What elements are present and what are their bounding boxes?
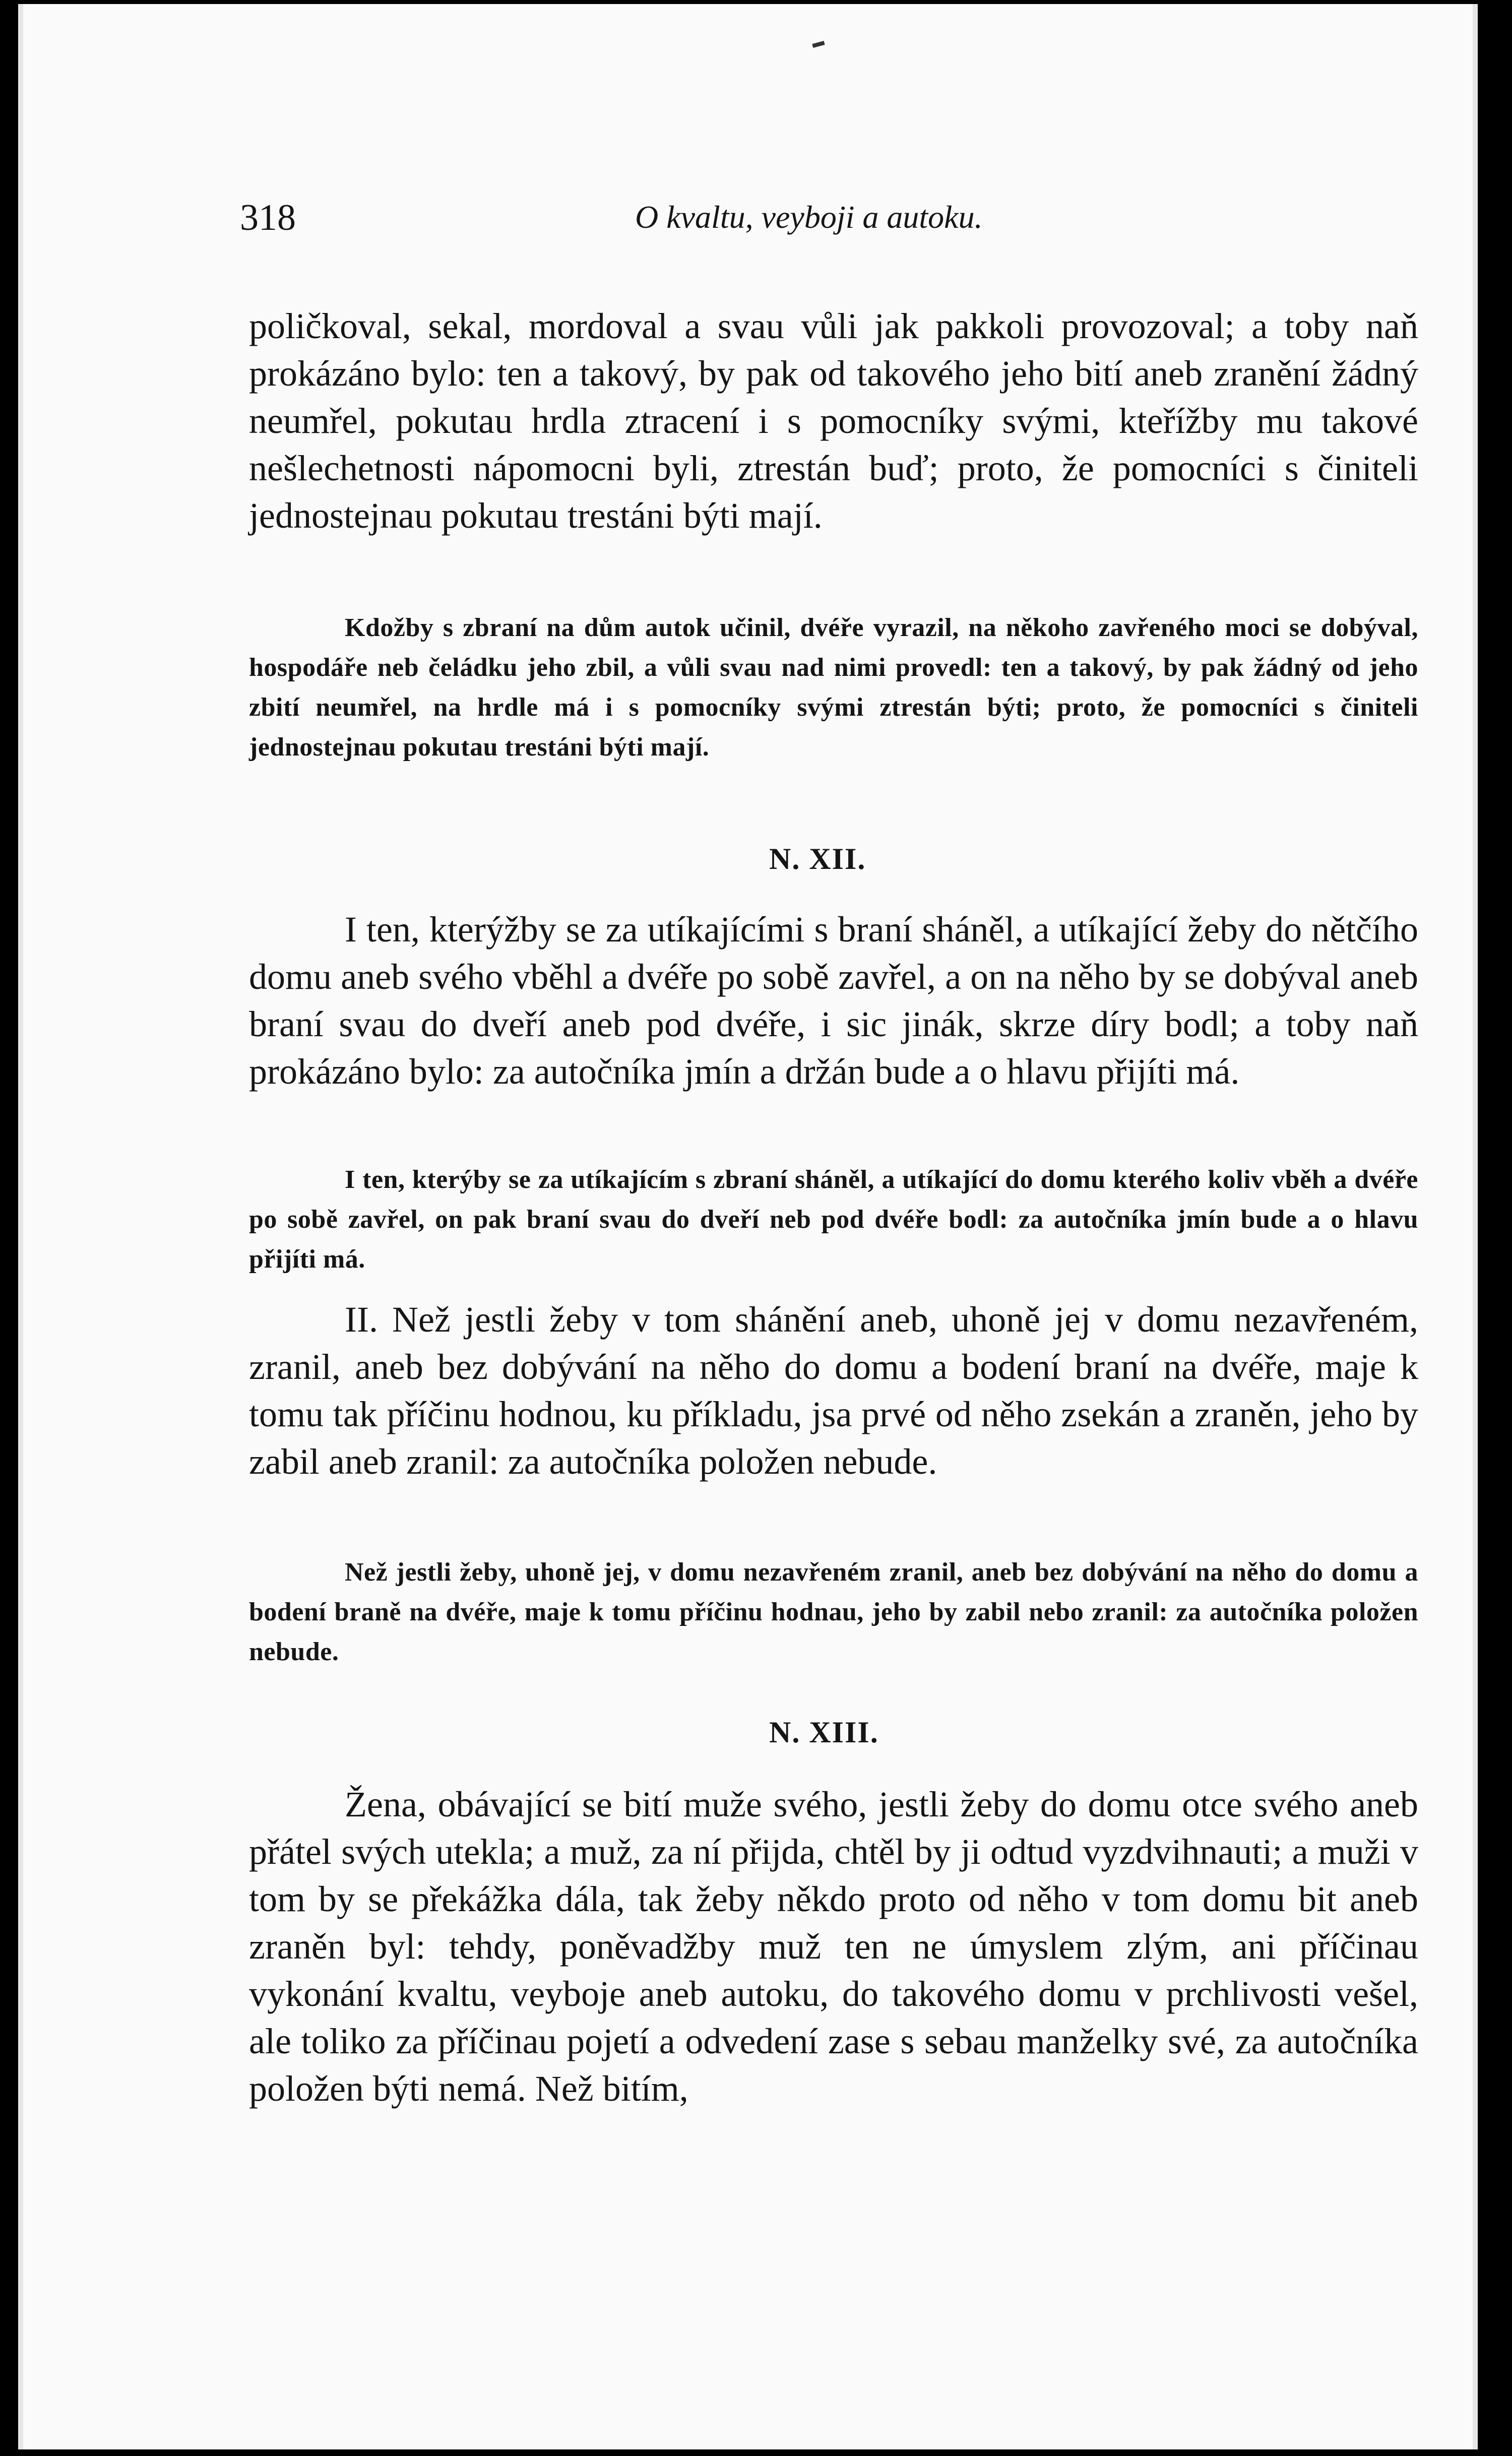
page-left-edge <box>18 4 23 2449</box>
page-number: 318 <box>240 197 296 238</box>
section-heading-xii: N. XII. <box>769 842 866 875</box>
continuation-note-paragraph: Kdožby s zbraní na dům autok učinil, dvéře vyrazil, na někoho zavřeného moci se dobýval, hospodáře neb čeládku jeho zbil, a vůli svau nad nimi provedl: ten a takový, by pak žádný od jeho zbití neumřel, na hrdle má i s pomocníky svými ztrestán býti; proto, že pomocníci s činiteli jednostejnau pokutau trestáni býti mají. <box>249 613 1418 762</box>
book-page <box>18 4 1478 2449</box>
running-title: O kvaltu, veyboji a autoku. <box>635 199 983 235</box>
continuation-main-paragraph: poličkoval, sekal, mordoval a svau vůli jak pakkoli provozoval; a toby naň prokázáno bylo: ten a takový, by pak od takového jeho bití aneb zranění žádný neumřel, pokutau hrdla ztracení i s pomocníky svými, kteřížby mu takové nešlechetnosti nápomocni byli, ztrestán buď; proto, že pomocníci s činiteli jednostejnau pokutau trestáni býti mají. <box>249 306 1418 536</box>
section-xii-main-paragraph: I ten, kterýžby se za utíkajícími s braní sháněl, a utíkající žeby do nětčího domu aneb svého vběhl a dvéře po sobě zavřel, a on na něho by se dobýval aneb braní svau do dveří aneb pod dvéře, i sic jinák, skrze díry bodl; a toby naň prokázáno bylo: za autočníka jmín a držán bude a o hlavu přijíti má. <box>249 909 1418 1092</box>
scan-mark <box>812 41 825 48</box>
section-xiii-main-paragraph: Žena, obávající se bití muže svého, jestli žeby do domu otce svého aneb přátel svých utekla; a muž, za ní přijda, chtěl by ji odtud vyzdvihnauti; a muži v tom by se překážka dála, tak žeby někdo proto od něho v tom domu bit aneb zraněn byl: tehdy, poněvadžby muž ten ne úmyslem zlým, ani příčinau vykonání kvaltu, veyboje aneb autoku, do takového domu v prchlivosti vešel, ale toliko za příčinau pojetí a odvedení zase s sebau manželky své, za autočníka položen býti nemá. Než bitím, <box>249 1784 1418 2109</box>
section-xii-part-ii-note-paragraph: Než jestli žeby, uhoně jej, v domu nezavřeném zranil, aneb bez dobývání na něho do domu a bodení braně na dvéře, maje k tomu příčinu hodnau, jeho by zabil nebo zranil: za autočníka položen nebude. <box>249 1558 1418 1666</box>
section-xii-note-paragraph: I ten, kterýby se za utíkajícím s zbraní sháněl, a utíkající do domu kterého koliv vběh a dvéře po sobě zavřel, on pak braní svau do dveří neb pod dvéře bodl: za autočníka jmín bude a o hlavu přijíti má. <box>249 1165 1418 1274</box>
page-header <box>240 197 1419 247</box>
page-right-edge <box>1473 4 1478 2449</box>
section-xii-part-ii-paragraph: II. Než jestli žeby v tom shánění aneb, uhoně jej v domu nezavřeném, zranil, aneb bez dobývání na něho do domu a bodení braní na dvéře, maje k tomu tak příčinu hodnou, ku příkladu, jsa prvé od něho zsekán a zraněn, jeho by zabil aneb zranil: za autočníka položen nebude. <box>249 1299 1418 1482</box>
section-heading-xiii: N. XIII. <box>769 1716 879 1749</box>
